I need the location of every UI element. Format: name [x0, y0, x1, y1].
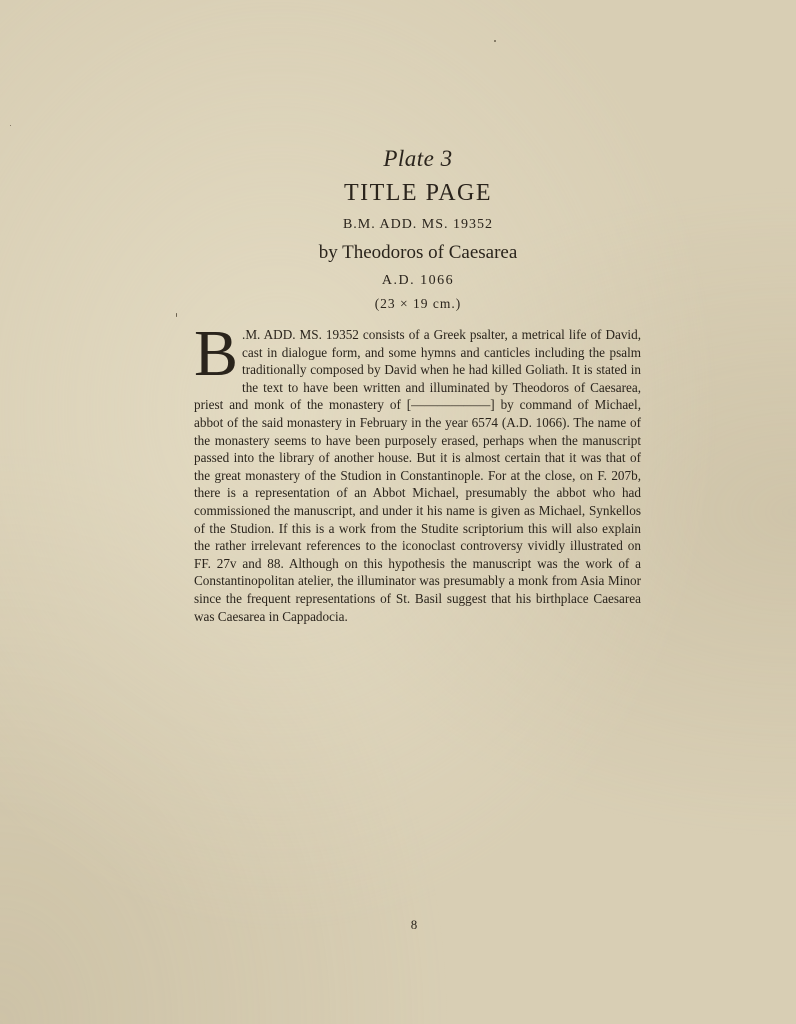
paper-speck [10, 125, 11, 126]
date-line: A.D. 1066 [381, 273, 455, 288]
body-text: .M. ADD. MS. 19352 consists of a Greek psalter, a metrical life of David, cast in dialogue form, and some hymns and canticles including the psalm traditionally composed by David when he had killed Goliath. It is stated in the text to have been written and illuminated by Theodoros of Caesarea, priest and monk of the monastery of [——————] by command of Michael, abbot of the said monastery in February in the year 6574 (A.D. 1066). The name of the monastery seems to have been purposely erased, perhaps when the manuscript passed into the library of another house. But it is almost certain that it was that of the great monastery of the Studion in Constantinople. For at the close, on F. 207b, there is a representation of an Abbot Michael, presumably the abbot who had commissioned the manuscript, and under it his name is given as Michael, Synkellos of the Studion. If this is a work from the Studite scriptorium this will also explain the rather irrelevant references to the iconoclast controversy vividly illustrated on FF. 27v and 88. Although on this hypothesis the manuscript was the work of a Constantinopolitan atelier, the illuminator was presumably a monk from Asia Minor since the frequent representations of St. Basil suggest that his birthplace Caesarea was Caesarea in Cappadocia. [194, 327, 641, 624]
manuscript-reference: B.M. ADD. MS. 19352 [342, 217, 494, 232]
body-paragraph [194, 317, 641, 625]
drop-cap: B [194, 317, 239, 390]
page-title: TITLE PAGE [343, 180, 493, 206]
paper-speck [176, 313, 177, 317]
dimensions-line: (23 × 19 cm.) [374, 296, 462, 311]
page-number: 8 [410, 917, 418, 932]
paper-speck [494, 40, 496, 42]
plate-label: Plate 3 [383, 146, 453, 171]
author-line: by Theodoros of Caesarea [318, 242, 518, 263]
